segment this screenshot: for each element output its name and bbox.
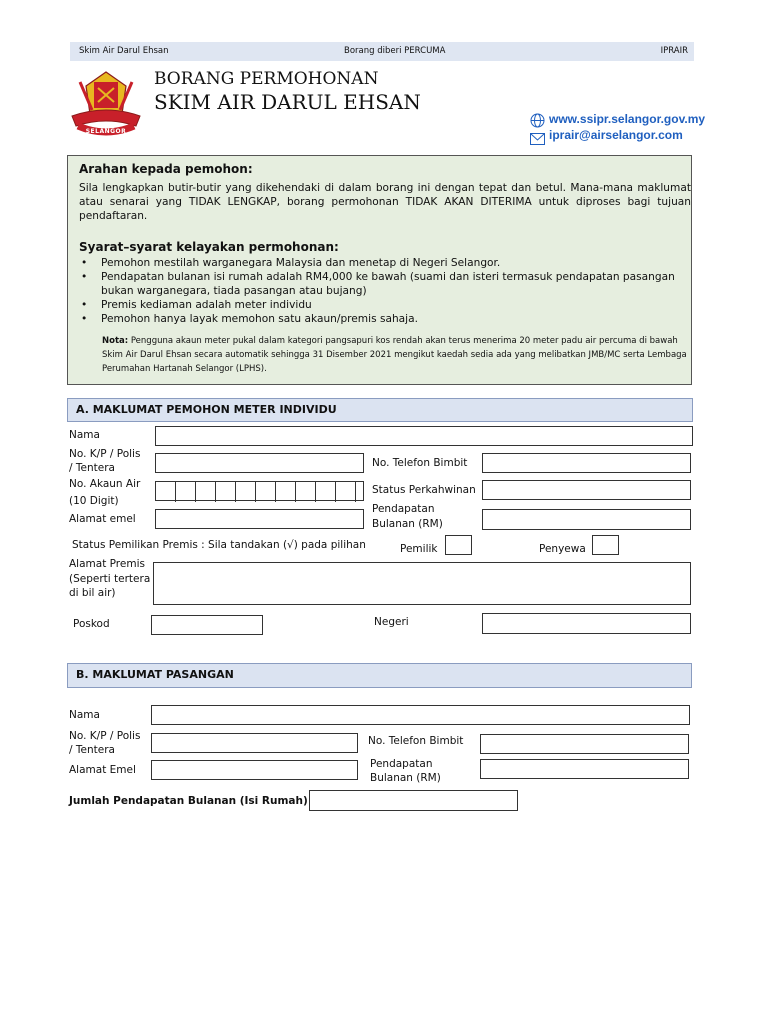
form-title-line1: BORANG PERMOHONAN: [154, 69, 379, 89]
jumlah-pendapatan-input[interactable]: [309, 790, 518, 811]
eligibility-item-text: Premis kediaman adalah meter individu: [101, 299, 312, 311]
poskod-input[interactable]: [151, 615, 263, 635]
label-akaun-line1: No. Akaun Air: [69, 478, 141, 490]
header-center: Borang diberi PERCUMA: [344, 46, 446, 56]
emel-input[interactable]: [155, 509, 364, 529]
instructions-box: [67, 155, 692, 385]
selangor-crest-logo: [66, 68, 146, 142]
envelope-icon: [530, 130, 545, 142]
alamat-input[interactable]: [153, 562, 691, 605]
telefon-input[interactable]: [482, 453, 691, 473]
label-kp-line1: No. K/P / Polis: [69, 448, 141, 460]
label-negeri: Negeri: [374, 616, 409, 628]
section-b-header: B. MAKLUMAT PASANGAN: [67, 663, 692, 688]
akaun-digit-boxes[interactable]: [155, 481, 364, 501]
emel-b-input[interactable]: [151, 760, 358, 780]
label-kp-line2: / Tentera: [69, 462, 115, 474]
label-kp-b-line2: / Tentera: [69, 744, 115, 756]
label-pemilik: Pemilik: [400, 543, 438, 555]
pendapatan-b-input[interactable]: [480, 759, 689, 779]
label-pendapatan-line2: Bulanan (RM): [372, 518, 443, 530]
label-nama: Nama: [69, 429, 100, 441]
bullet-icon: •: [81, 313, 88, 325]
globe-icon: [530, 113, 545, 128]
label-akaun-line2: (10 Digit): [69, 495, 119, 507]
header-left: Skim Air Darul Ehsan: [79, 46, 169, 56]
bullet-icon: •: [81, 271, 88, 283]
pendapatan-input[interactable]: [482, 509, 691, 530]
nama-b-input[interactable]: [151, 705, 690, 725]
label-alamat-line1: Alamat Premis: [69, 558, 145, 570]
label-poskod: Poskod: [73, 618, 110, 630]
label-nama-b: Nama: [69, 709, 100, 721]
label-telefon: No. Telefon Bimbit: [372, 457, 468, 469]
kp-b-input[interactable]: [151, 733, 358, 753]
label-telefon-b: No. Telefon Bimbit: [368, 735, 464, 747]
note-text: Pengguna akaun meter pukal dalam kategori pangsapuri kos rendah akan terus menerima 20 meter padu air percuma di bawah Skim Air Darul Ehsan secara automatik sehingga 31 Disember 2021 mengikut kaedah sedia ada yang melibatkan JMB/MC serta Lembaga Perumahan Hartanah Selangor (LPHS).: [102, 336, 687, 374]
label-kp-b-line1: No. K/P / Polis: [69, 730, 141, 742]
perkahwinan-input[interactable]: [482, 480, 691, 500]
note-paragraph: [102, 334, 692, 376]
label-pendapatan-b-line2: Bulanan (RM): [370, 772, 441, 784]
eligibility-item-text: Pemohon hanya layak memohon satu akaun/premis sahaja.: [101, 313, 418, 325]
label-alamat-line2: (Seperti tertera: [69, 573, 151, 585]
instructions-heading: Arahan kepada pemohon:: [79, 162, 253, 176]
email-link[interactable]: iprair@airselangor.com: [549, 128, 683, 142]
form-title-line2: SKIM AIR DARUL EHSAN: [154, 90, 421, 114]
note-label: Nota:: [102, 336, 129, 346]
negeri-input[interactable]: [482, 613, 691, 634]
label-penyewa: Penyewa: [539, 543, 586, 555]
penyewa-checkbox[interactable]: [592, 535, 619, 555]
label-emel-b: Alamat Emel: [69, 764, 136, 776]
logo-label: SELANGOR: [85, 128, 127, 135]
label-pemilikan: Status Pemilikan Premis : Sila tandakan (√) pada pilihan: [72, 539, 366, 551]
nama-input[interactable]: [155, 426, 693, 446]
label-perkahwinan: Status Perkahwinan: [372, 484, 476, 496]
pemilik-checkbox[interactable]: [445, 535, 472, 555]
header-right: IPRAIR: [660, 46, 688, 56]
label-emel: Alamat emel: [69, 513, 136, 525]
header-band: [70, 42, 694, 61]
label-jumlah-pendapatan: Jumlah Pendapatan Bulanan (Isi Rumah): [69, 795, 308, 807]
label-pendapatan-line1: Pendapatan: [372, 503, 435, 515]
website-link[interactable]: www.ssipr.selangor.gov.my: [549, 112, 706, 126]
bullet-icon: •: [81, 257, 88, 269]
eligibility-item-text: Pendapatan bulanan isi rumah adalah RM4,000 ke bawah (suami dan isteri termasuk pendapatan pasangan bukan warganegara, tiada pasangan atau bujang): [101, 271, 675, 297]
label-pendapatan-b-line1: Pendapatan: [370, 758, 433, 770]
eligibility-heading: Syarat–syarat kelayakan permohonan:: [79, 240, 339, 254]
section-a-header: A. MAKLUMAT PEMOHON METER INDIVIDU: [67, 398, 693, 422]
eligibility-item-text: Pemohon mestilah warganegara Malaysia dan menetap di Negeri Selangor.: [101, 257, 501, 269]
label-alamat-line3: di bil air): [69, 587, 116, 599]
instructions-text: Sila lengkapkan butir-butir yang dikehendaki di dalam borang ini dengan tepat dan betul. Mana-mana maklumat atau senarai yang TIDAK LENGKAP, borang permohonan TIDAK AKAN DITERIMA untuk diproses bagi tujuan pendaftaran.: [79, 182, 691, 222]
bullet-icon: •: [81, 299, 88, 311]
kp-input[interactable]: [155, 453, 364, 473]
telefon-b-input[interactable]: [480, 734, 689, 754]
